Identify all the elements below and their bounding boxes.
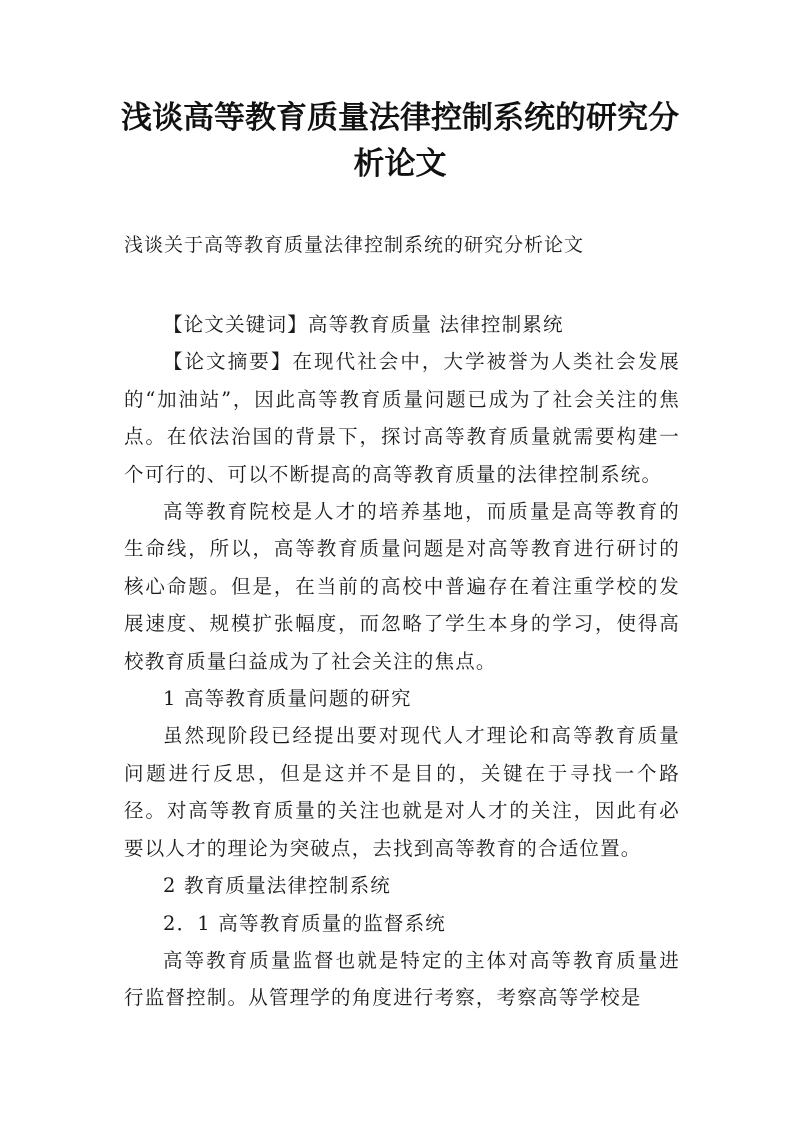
abstract-paragraph: 【论文摘要】在现代社会中，大学被誉为人类社会发展的“加油站”，因此高等教育质量问题已成为了社会关注的焦点。在依法治国的背景下，探讨高等教育质量就需要构建一个可行的、可以不断提高的高等教育质量的法律控制系统。 (124, 350, 680, 486)
subsection-heading: 2．1 高等教育质量的监督系统 (163, 911, 447, 935)
body-paragraph: 虽然现阶段已经提出要对现代人才理论和高等教育质量问题进行反思，但是这并不是目的，关键在于寻找一个路径。对高等教育质量的关注也就是对人才的关注，因此有必要以人才的理论为突破点，去找到高等教育的合适位置。 (124, 724, 680, 860)
document-subtitle: 浅谈关于高等教育质量法律控制系统的研究分析论文 (124, 234, 585, 256)
keywords-paragraph: 【论文关键词】高等教育质量 法律控制累统 (163, 313, 564, 336)
section-heading: 2 教育质量法律控制系统 (163, 874, 392, 898)
document-title: 浅谈高等教育质量法律控制系统的研究分析论文 (121, 100, 679, 182)
body-paragraph: 高等教育质量监督也就是特定的主体对高等教育质量进行监督控制。从管理学的角度进行考察，考察高等学校是 (124, 948, 680, 1010)
document-body (124, 306, 680, 1017)
body-paragraph: 高等教育院校是人才的培养基地，而质量是高等教育的生命线，所以，高等教育质量问题是对高等教育进行研讨的核心命题。但是，在当前的高校中普遍存在着注重学校的发展速度、规模扩张幅度，而忽略了学生本身的学习，使得高校教育质量臼益成为了社会关注的焦点。 (124, 500, 680, 673)
section-heading: 1 高等教育质量问题的研究 (163, 687, 412, 711)
